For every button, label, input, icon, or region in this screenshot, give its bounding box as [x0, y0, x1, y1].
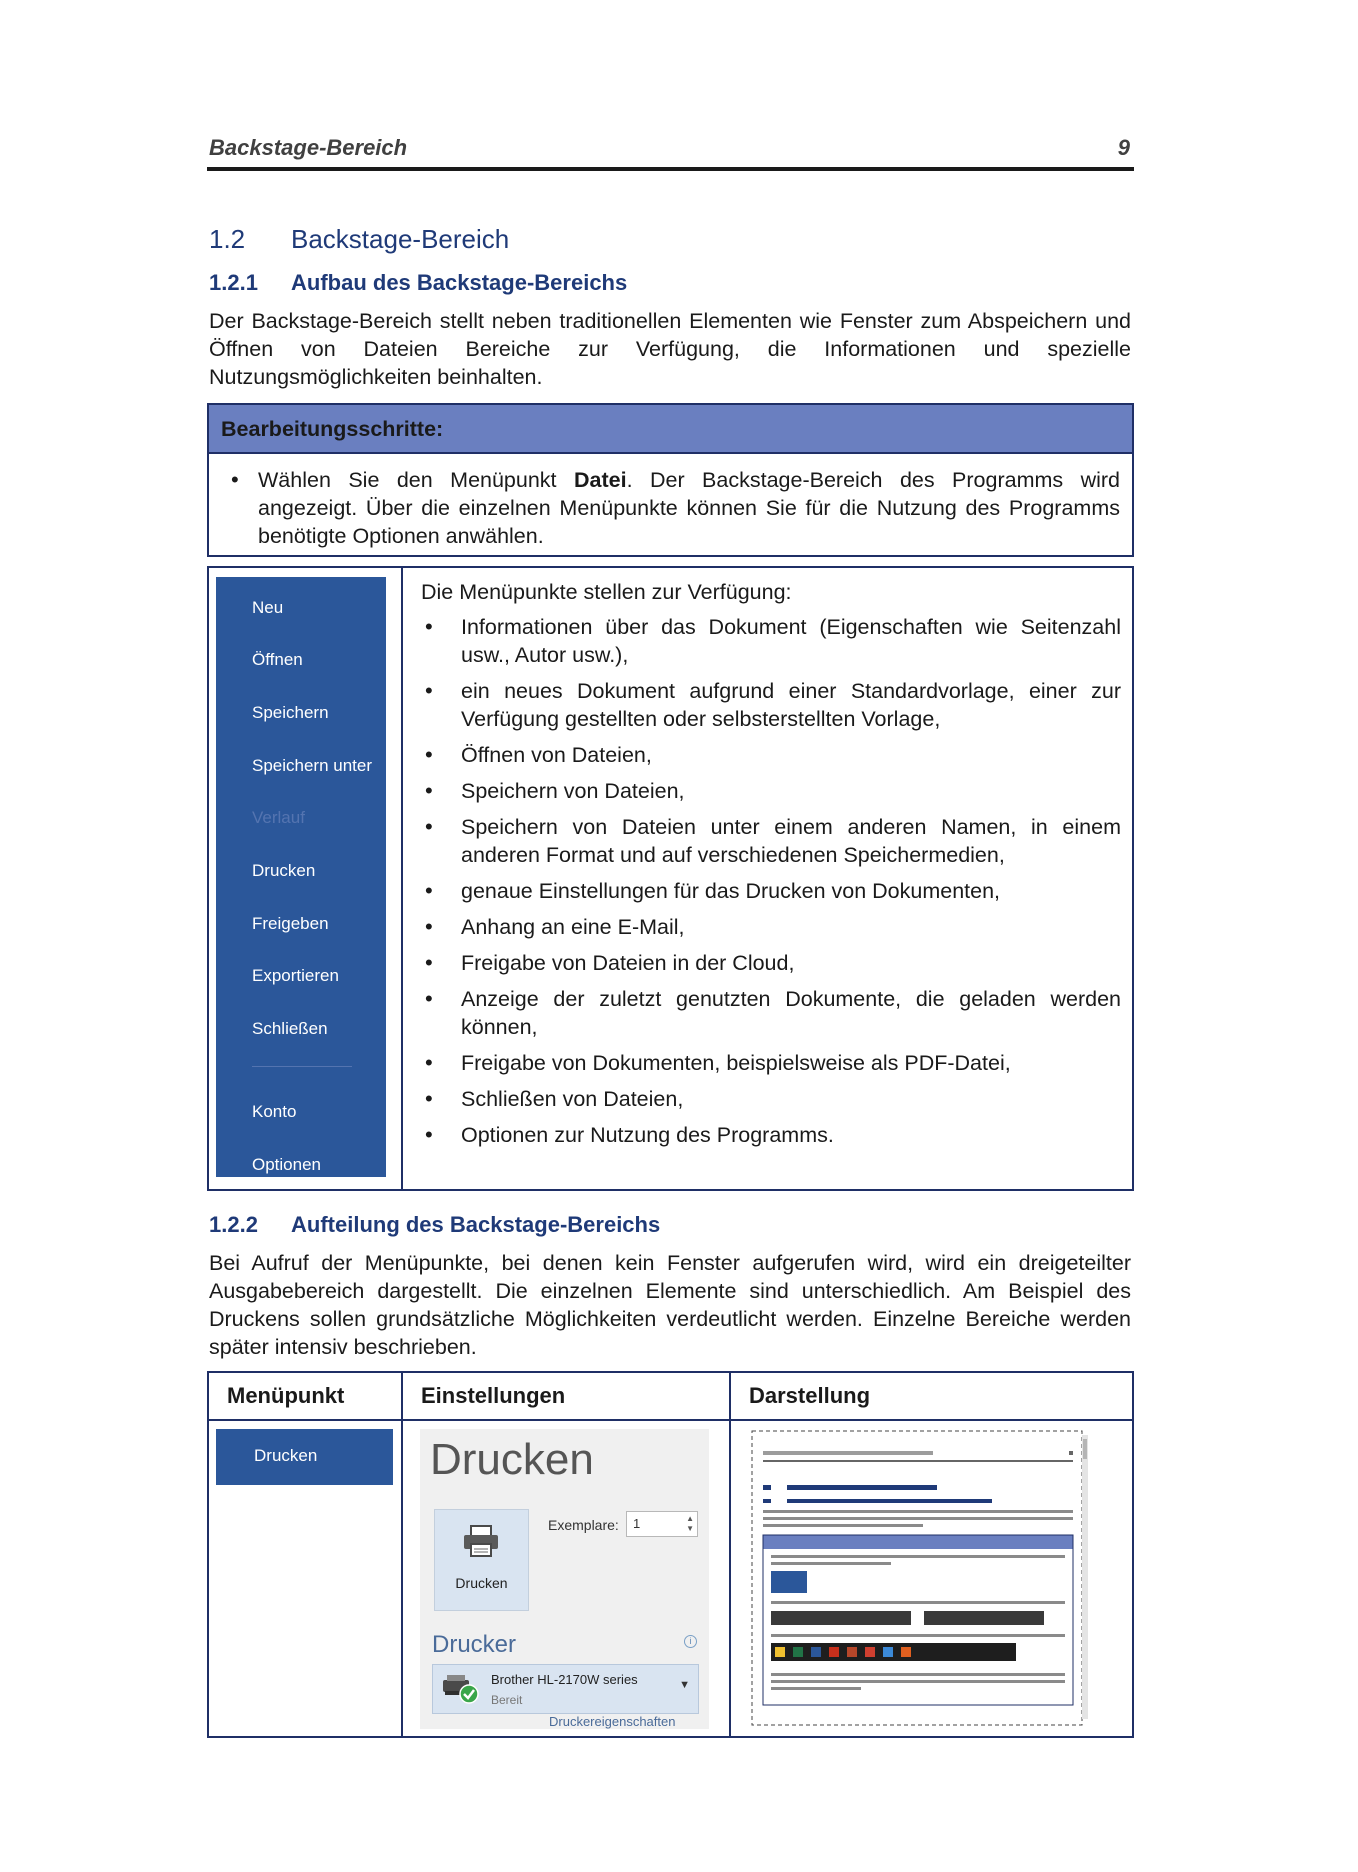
- printer-properties-link[interactable]: Druckereigenschaften: [549, 1714, 676, 1729]
- list-item: • Anhang an eine E-Mail,: [421, 913, 1121, 941]
- table-header-rule: [209, 1419, 1132, 1421]
- menu-item-freigeben[interactable]: Freigeben: [252, 914, 329, 933]
- backstage-menu-panel: [216, 577, 386, 1177]
- print-example-table: [207, 1371, 1134, 1738]
- subsection-number-2: 1.2.2: [209, 1212, 258, 1237]
- list-item: • Speichern von Dateien,: [421, 777, 1121, 805]
- print-button-label: Drucken: [455, 1575, 508, 1591]
- menu-item-neu[interactable]: Neu: [252, 598, 284, 617]
- subsection-number-1: 1.2.1: [209, 270, 258, 295]
- steps-box-heading: Bearbeitungsschritte:: [221, 417, 444, 441]
- list-item: • genaue Einstellungen für das Drucken von Dokumenten,: [421, 877, 1121, 905]
- step-text-part: Wählen Sie den Menüpunkt: [258, 468, 574, 492]
- menu-item-exportieren[interactable]: Exportieren: [252, 966, 339, 985]
- list-item: • Freigabe von Dateien in der Cloud,: [421, 949, 1121, 977]
- menu-item-schliessen[interactable]: Schließen: [252, 1019, 328, 1038]
- list-item: • Schließen von Dateien,: [421, 1085, 1121, 1113]
- printer-status: Bereit: [491, 1693, 523, 1707]
- printer-icon: [461, 1524, 501, 1560]
- step-text: [258, 466, 1120, 550]
- stepper-arrows-icon[interactable]: ▲ ▼: [686, 1514, 694, 1533]
- copies-label: Exemplare:: [548, 1517, 619, 1533]
- menu-description-intro: Die Menüpunkte stellen zur Verfügung:: [421, 580, 792, 604]
- menu-separator: [252, 1066, 352, 1067]
- info-icon[interactable]: i: [684, 1635, 697, 1648]
- page-preview-thumbnail: [749, 1429, 1089, 1729]
- list-item: • Öffnen von Dateien,: [421, 741, 1121, 769]
- table-divider: [729, 1373, 731, 1736]
- copies-stepper[interactable]: [626, 1511, 698, 1537]
- printer-heading: Drucker: [432, 1631, 517, 1658]
- section-number: 1.2: [209, 224, 246, 254]
- list-item: • Anzeige der zuletzt genutzten Dokumente, die geladen werden können,: [421, 985, 1121, 1041]
- list-item: • Speichern von Dateien unter einem anderen Namen, in einem anderen Format und auf verschiedenen Speichermedien,: [421, 813, 1121, 869]
- print-panel-title: Drucken: [430, 1435, 594, 1484]
- bullet-dot: •: [231, 467, 239, 492]
- table-header-einstellungen: Einstellungen: [421, 1383, 566, 1408]
- copies-value: 1: [633, 1516, 641, 1531]
- list-item: • ein neues Dokument aufgrund einer Standardvorlage, einer zur Verfügung gestellten oder selbsterstellten Vorlage,: [421, 677, 1121, 733]
- table-divider: [401, 1373, 403, 1736]
- menu-item-drucken[interactable]: Drucken: [252, 861, 316, 880]
- print-button[interactable]: [434, 1509, 529, 1611]
- menu-item-oeffnen[interactable]: Öffnen: [252, 650, 303, 669]
- subsection-title-1: Aufbau des Backstage-Bereichs: [291, 270, 628, 295]
- printer-select[interactable]: [432, 1664, 699, 1714]
- steps-box: [207, 403, 1134, 557]
- column-divider: [401, 568, 403, 1189]
- running-header-title: Backstage-Bereich: [209, 135, 408, 160]
- menu-description-list: [421, 613, 1121, 1157]
- printer-ready-icon: [441, 1672, 481, 1706]
- chevron-down-icon[interactable]: ▼: [679, 1679, 690, 1691]
- section-title: Backstage-Bereich: [291, 224, 510, 254]
- step-text-part: . Der Backstage-Bereich des Programms wird angezeigt. Über die einzelnen Menüpunkte können Sie für die Nutzung des Programms benötigte Optionen anwählen.: [258, 468, 1121, 548]
- page-number: 9: [1117, 135, 1130, 160]
- menu-item-verlauf: Verlauf: [252, 808, 305, 827]
- list-item: • Informationen über das Dokument (Eigenschaften wie Seitenzahl usw., Autor usw.),: [421, 613, 1121, 669]
- menu-item-speichern[interactable]: Speichern: [252, 703, 329, 722]
- printer-name: Brother HL-2170W series: [491, 1672, 638, 1687]
- menu-item-optionen[interactable]: Optionen: [252, 1155, 321, 1174]
- menu-item-konto[interactable]: Konto: [252, 1102, 297, 1121]
- print-preview: [749, 1429, 1089, 1729]
- print-settings-panel: [420, 1429, 709, 1729]
- menu-item-speichern-unter[interactable]: Speichern unter: [252, 756, 373, 775]
- running-header: [207, 133, 1134, 171]
- list-item: • Freigabe von Dokumenten, beispielsweise als PDF-Datei,: [421, 1049, 1121, 1077]
- steps-box-header: [209, 405, 1132, 454]
- step-text-bold: Datei: [573, 468, 627, 492]
- list-item: • Optionen zur Nutzung des Programms.: [421, 1121, 1121, 1149]
- table-header-menuepunkt: Menüpunkt: [227, 1383, 345, 1408]
- intro-paragraph: Der Backstage-Bereich stellt neben traditionellen Elementen wie Fenster zum Abspeichern und Öffnen von Dateien Bereiche zur Verfügung, die Informationen und spezielle Nutzungsmöglichkeiten beinhalten.: [209, 309, 1131, 389]
- layout-paragraph: Bei Aufruf der Menüpunkte, bei denen kein Fenster aufgerufen wird, wird ein dreigeteilter Ausgabebereich dargestellt. Die einzelnen Elemente sind unterschiedlich. Am Beispiel des Druckens sollen grundsätzliche Möglichkeiten verdeutlicht werden. Einzelne Bereiche werden später intensiv beschrieben.: [209, 1251, 1131, 1359]
- subsection-title-2: Aufteilung des Backstage-Bereichs: [291, 1212, 661, 1237]
- table-header-darstellung: Darstellung: [749, 1383, 871, 1408]
- menu-overview-box: [207, 566, 1134, 1191]
- drucken-menu-button[interactable]: [216, 1429, 393, 1485]
- drucken-menu-label: Drucken: [254, 1446, 318, 1465]
